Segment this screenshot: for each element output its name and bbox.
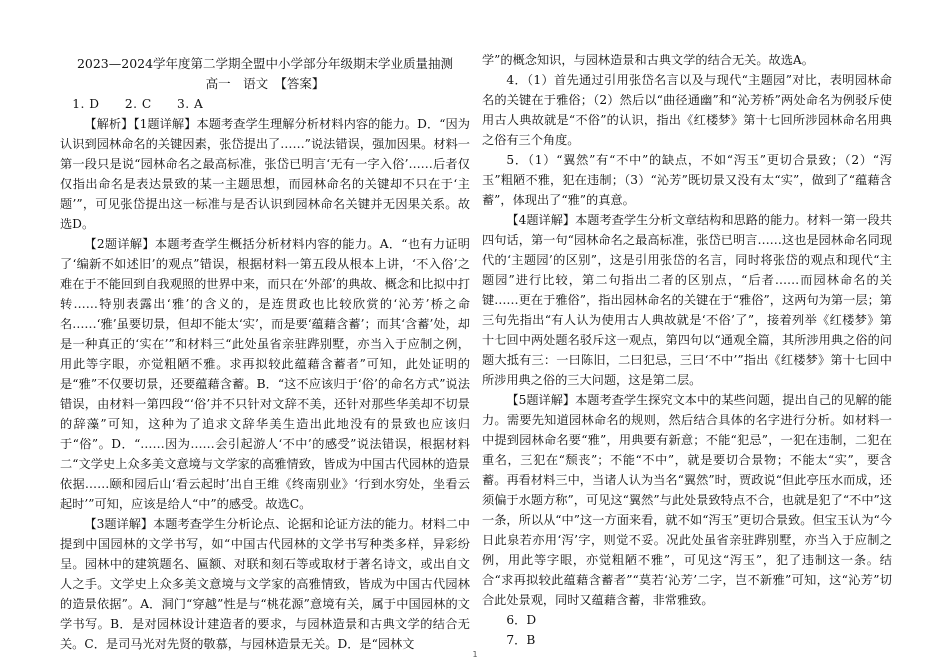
right-column bbox=[482, 50, 892, 650]
paragraph-analysis-q2: 【2题详解】本题考查学生概括分析材料内容的能力。A．“也有力证明了‘编新不如述旧’的观点”错误，根据材料一第五段从根本上讲，‘不入俗’之难在于不能回到自我观照的世界中来，而只在‘外部’的典故、概念和比拟中打转……特别表露出‘雅’的含义的，是连贯政也比较欣赏的‘沁芳’桥之命名……‘雅’虽要切景，但却不能太‘实’，而是要‘蕴藉含蓄’；而其‘含蓄’处，却是一种真正的‘实在’”和材料三“此处虽省亲驻跸别墅，亦当入于应制之例，用此等字眼，亦觉粗陋不雅。求再拟较此蕴藉含蓄者”可知，此处证明的是“雅”不仅要切景，还要蕴藉含蓄。B．“这不应该归于‘俗’的命名方式”说法错误，由材料一第四段“‘俗’并不只针对文辞不美，还针对那些华美却不切景的辞藻”可知，这种为了追求文辞华美生造出此地没有的景致也应该归于“俗”。D．“……因为……会引起游人‘不中’的感受”说法错误，根据材料二“文学史上众多美文意境与文学家的高雅情致，皆成为中国古代园林的造景依据……颐和园后山‘看云起时’出自王维《终南别业》‘行到水穷处，坐看云起时’”可知，应该是给人“中”的感受。故选C。 bbox=[60, 237, 470, 511]
left-column bbox=[60, 50, 470, 654]
paragraph-analysis-q1: 【解析】【1题详解】本题考查学生理解分析材料内容的能力。D．“因为认识到园林命名的关键因素，张岱提出了……”说法错误，强加因果。材料一第一段只是说“园林命名之最高标准，张岱已明言‘无有一字入俗’……后者仅仅指出命名是表达景致的某一主题思想，而园林命名的关键却不只在于‘主题’”，可见张岱提出这一标准与是否认识到园林命名关键并无因果关系。故选D。 bbox=[60, 117, 470, 231]
paragraph-analysis-q3: 【3题详解】本题考查学生分析论点、论据和论证方法的能力。材料二中提到中国园林的文学书写，如“中国古代园林的文学书写种类多样，异彩纷呈。园林中的建筑题名、匾额、对联和刻石等或取材于著名诗文，或出自文人之手。文学史上众多美文意境与文学家的高雅情致，皆成为中国古代园林的造景依据”。A．洞门“穿越”性是与“桃花源”意境有关，属于中国园林的文学书写。B．是对园林设计建造者的要求，与园林造景和古典文学的结合无关。C．是司马光对先贤的敬慕，与园林造景无关。D．是“园林文 bbox=[60, 517, 470, 651]
paragraph-answer-q7: 7．B bbox=[506, 633, 536, 647]
paragraph-answer-q6: 6．D bbox=[506, 613, 537, 627]
paragraph-analysis-q4: 【4题详解】本题考查学生分析文章结构和思路的能力。材料一第一段共四句话，第一句“园林命名之最高标准，张岱已明言……这也是园林命名同现代的‘主题园’的区别”，这是引用张岱的名言，同时将张岱的观点和现代“主题园”进行比较，第二句指出二者的区别点，“后者……而园林命名的关键……更在于雅俗”，指出园林命名的关键在于“雅俗”，这两句为第一层；第三句先指出“有人认为使用古人典故就是‘不俗’了”，接着列举《红楼梦》第十七回中两处题名驳斥这一观点，第四句以“通观全篇，其所涉用典之俗的问题大抵有三：一曰陈旧，二曰犯忌，三曰‘不中’”指出《红楼梦》第十七回中所涉用典之俗的三大问题，这是第二层。 bbox=[482, 213, 892, 387]
document-title: 2023—2024学年度第二学期全盟中小学部分年级期末学业质量抽测 bbox=[76, 56, 454, 71]
page-number: 1 bbox=[472, 650, 478, 659]
paragraph-answer-q4: 4．（1）首先通过引用张岱名言以及与现代“主题园”对比，表明园林命名的关键在于雅俗；（2）然后以“曲径通幽”和“沁芳桥”两处命名为例驳斥使用古人典故就是“不俗”的认识，指出《红楼梦》第十七回所涉园林命名用典之俗有三个角度。 bbox=[482, 73, 892, 147]
document-subtitle: 高一 语文 【答案】 bbox=[205, 76, 325, 91]
answers-line: 1. D 2. C 3. A bbox=[72, 97, 204, 111]
paragraph-analysis-q5: 【5题详解】本题考查学生探究文本中的某些问题，提出自己的见解的能力。需要先知道园林命名的规则，然后结合具体的名字进行分析。如材料一中提到园林命名要“雅”，用典要有新意；不能“犯忌”，一犯在违制，二犯在重名，三犯在“颓丧”；不能“不中”，就是要切合景物；不能太“实”，要含蓄。再看材料三中，当诸人认为当名“翼然”时，贾政说“但此亭压水而成，还须偏于水题方称”，可见这“翼然”与此处景致特点不合，也就是犯了“不中”这一条，所以从“中”这一方面来看，就不如“泻玉”更切合景致。但宝玉认为“今日此泉若亦用‘泻’字，则觉不妥。况此处虽省亲驻跸别墅，亦当入于应制之例，用此等字眼，亦觉粗陋不雅”，可见这“泻玉”，犯了违制这一条。结合“求再拟较此蕴藉含蓄者”“莫若‘沁芳’二字，岂不新雅”可知，这“沁芳”切合此处景观，同时又蕴藉含蓄，非常雅致。 bbox=[482, 393, 892, 607]
paragraph-continuation: 学”的概念知识，与园林造景和古典文学的结合无关。故选A。 bbox=[482, 53, 814, 67]
paragraph-answer-q5: 5．（1）“翼然”有“不中”的缺点，不如“泻玉”更切合景致；（2）“泻玉”粗陋不雅，犯在违制；（3）“沁芳”既切景又没有太“实”，做到了“蕴藉含蓄”，体现出了“雅”的真意。 bbox=[482, 153, 892, 207]
